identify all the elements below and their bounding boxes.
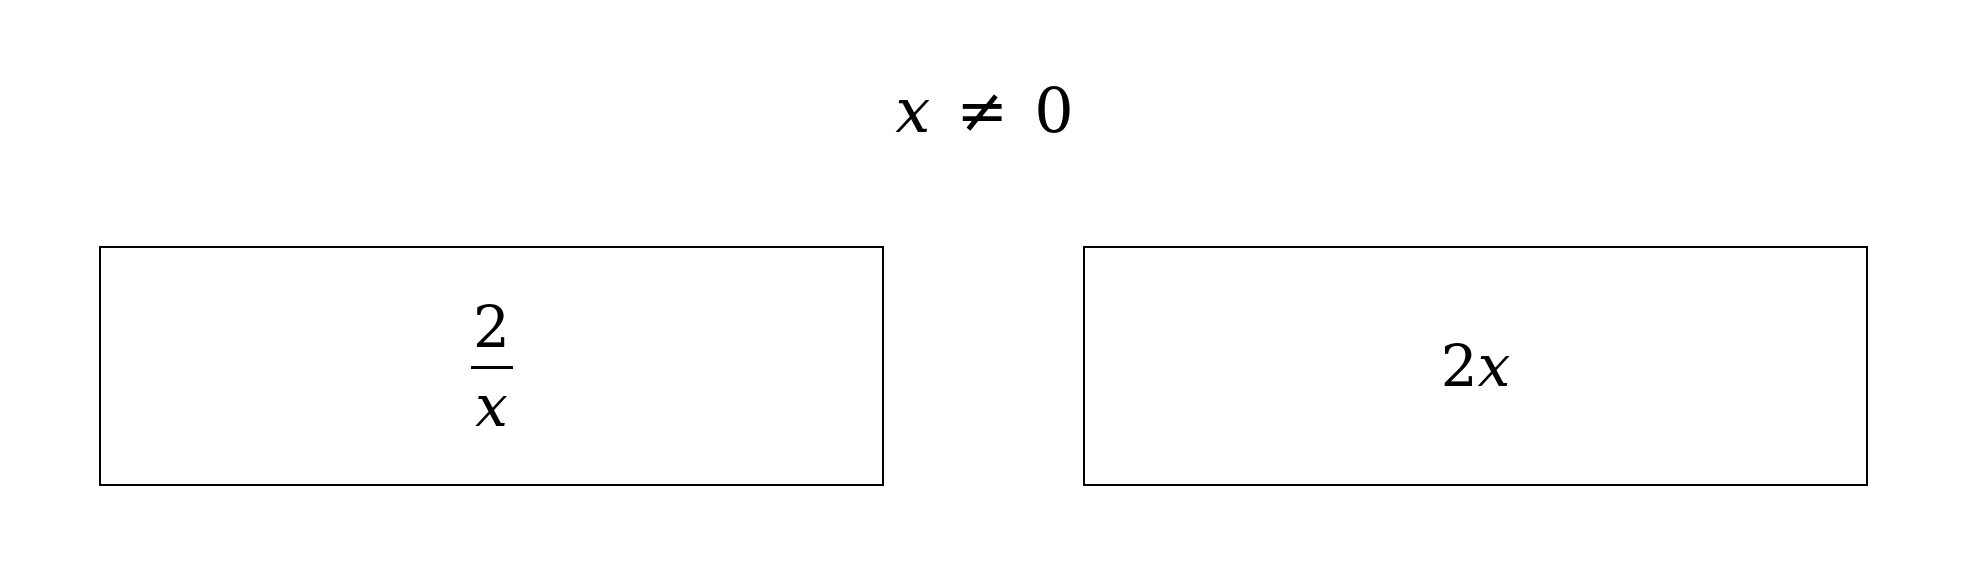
fraction-numerator: 2 — [473, 292, 510, 361]
condition-value: 0 — [1034, 74, 1074, 147]
expression-card-fraction[interactable] — [99, 246, 884, 486]
expression-card-product[interactable] — [1083, 246, 1868, 486]
product-coefficient: 2 — [1440, 332, 1478, 400]
not-equal-sign: ≠ — [956, 74, 1009, 147]
fraction-expression — [467, 292, 516, 440]
product-variable: x — [1477, 332, 1511, 400]
product-expression — [1440, 332, 1511, 400]
condition-variable: x — [895, 74, 931, 147]
fraction-denominator: x — [475, 371, 508, 440]
domain-condition — [0, 74, 1969, 147]
